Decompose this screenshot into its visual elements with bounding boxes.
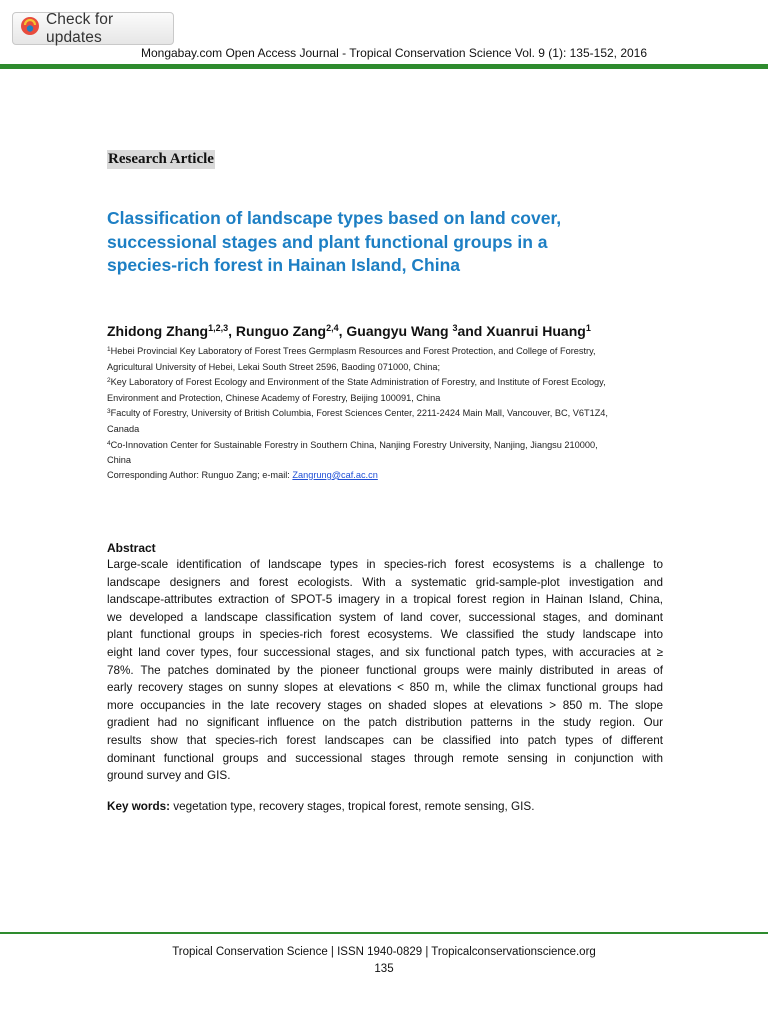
keywords-label: Key words: xyxy=(107,800,170,813)
affiliation-marker: 4 xyxy=(107,439,111,447)
affiliation-line xyxy=(107,390,663,406)
affiliation-text: Hebei Provincial Key Laboratory of Forest Trees Germplasm Resources and Forest Protection, and College of Forestry, xyxy=(110,346,596,356)
keywords xyxy=(107,800,534,813)
author-name: Xuanrui Huang xyxy=(486,323,586,339)
abstract-line: eight land cover types, four successional stages, and six functional patch types, with accuracies at ≥ xyxy=(107,645,663,659)
abstract-line: dominant functional groups and successional stages through remote sensing in conjunction with xyxy=(107,751,663,765)
abstract-line: plant functional groups in species-rich forest ecosystems. We classified the study landscape into xyxy=(107,628,663,642)
title-line: successional stages and plant functional groups in a xyxy=(107,231,548,252)
abstract-line: gradient had no significant influence on the patch distribution patterns in the study region. Our xyxy=(107,716,663,730)
author-affiliation-marker: 2,4 xyxy=(326,323,339,333)
affiliation-text: Canada xyxy=(107,423,140,434)
abstract-heading: Abstract xyxy=(107,541,156,555)
affiliation-line xyxy=(107,421,663,437)
affiliation-line xyxy=(107,374,663,390)
abstract-line: more occupancies in the late recovery stages on shaded slopes at elevations > 850 m. The slope xyxy=(107,698,663,712)
abstract-line: early recovery stages on sunny slopes at elevations < 850 m, while the climax functional groups had xyxy=(107,681,663,695)
abstract-line: landscape-attributes extraction of SPOT-5 imagery in a tropical forest region in Hainan Island, China, xyxy=(107,593,663,607)
article-type: Research Article xyxy=(108,151,214,167)
affiliation-marker: 3 xyxy=(107,408,111,416)
article-title xyxy=(107,207,667,278)
author-name: Guangyu Wang xyxy=(346,323,453,339)
author-affiliation-marker: 1 xyxy=(585,323,591,333)
affiliation-line xyxy=(107,405,663,421)
abstract-line: 78%. The patches dominated by the pioneer functional groups were mainly distributed in areas of xyxy=(107,663,663,677)
page-number: 135 xyxy=(374,963,394,975)
author-separator: and xyxy=(457,323,487,339)
journal-header: Mongabay.com Open Access Journal - Tropical Conservation Science Vol. 9 (1): 135-152, 2016 xyxy=(140,46,648,60)
affiliation-marker: 2 xyxy=(107,377,111,385)
check-for-updates-label: Check for updates xyxy=(46,10,114,46)
keywords-text: vegetation type, recovery stages, tropical forest, remote sensing, GIS. xyxy=(170,800,535,813)
header-rule xyxy=(0,64,768,69)
abstract-line: we developed a landscape classification system of land cover, successional stages, and dominant xyxy=(107,610,663,624)
footer-text: Tropical Conservation Science | ISSN 1940-0829 | Tropicalconservationscience.org xyxy=(172,946,596,958)
author-affiliation-marker: 1,2,3 xyxy=(208,323,229,333)
abstract-line: landscape designers and forest ecologists. With a systematic grid-sample-plot investigation and xyxy=(107,575,663,589)
affiliation-text: China xyxy=(107,455,132,466)
affiliation-text: Agricultural University of Hebei, Lekai South Street 2596, Baoding 071000, China; xyxy=(107,361,440,372)
author-name: Runguo Zang xyxy=(235,323,327,339)
affiliation-text: Faculty of Forestry, University of British Columbia, Forest Sciences Center, 2211-2424 Main Mall, Vancouver, BC, V6T1Z4, xyxy=(110,408,608,419)
author-affiliation-marker: 3 xyxy=(452,323,458,333)
affiliation-line xyxy=(107,359,663,375)
affiliation-line xyxy=(107,343,663,359)
author-name: Zhidong Zhang xyxy=(107,323,209,339)
affiliation-marker: 1 xyxy=(107,346,111,353)
affiliations xyxy=(107,343,663,482)
affiliation-text: Co-Innovation Center for Sustainable Forestry in Southern China, Nanjing Forestry University, Nanjing, Jiangsu 210000, xyxy=(110,439,598,450)
author-separator: , xyxy=(338,323,347,339)
abstract-line: results show that species-rich forest landscapes can be classified into patch types of different xyxy=(107,733,663,747)
affiliation-line xyxy=(107,437,663,453)
abstract-line: ground survey and GIS. xyxy=(107,769,231,783)
abstract-body xyxy=(107,556,663,785)
check-for-updates-icon xyxy=(20,16,40,41)
affiliation-text: Key Laboratory of Forest Ecology and Environment of the State Administration of Forestry, and Institute of Forest Ecology, xyxy=(110,377,606,388)
author-separator: , xyxy=(228,323,236,339)
abstract-line: Large-scale identification of landscape types in species-rich forest ecosystems is a challenge to xyxy=(107,558,663,571)
corresponding-email-link[interactable]: Zangrung@caf.ac.cn xyxy=(292,469,378,480)
check-for-updates-button[interactable] xyxy=(12,12,174,45)
corresponding-author xyxy=(107,468,663,483)
footer-rule xyxy=(0,932,768,934)
affiliation-line xyxy=(107,452,663,468)
title-line: species-rich forest in Hainan Island, China xyxy=(107,255,461,275)
title-line: Classification of landscape types based on land cover, xyxy=(107,208,562,228)
author-list xyxy=(107,323,591,339)
affiliation-text: Environment and Protection, Chinese Academy of Forestry, Beijing 100091, China xyxy=(107,392,441,403)
corresponding-author-label: Corresponding Author: Runguo Zang; e-mail: xyxy=(107,469,293,480)
